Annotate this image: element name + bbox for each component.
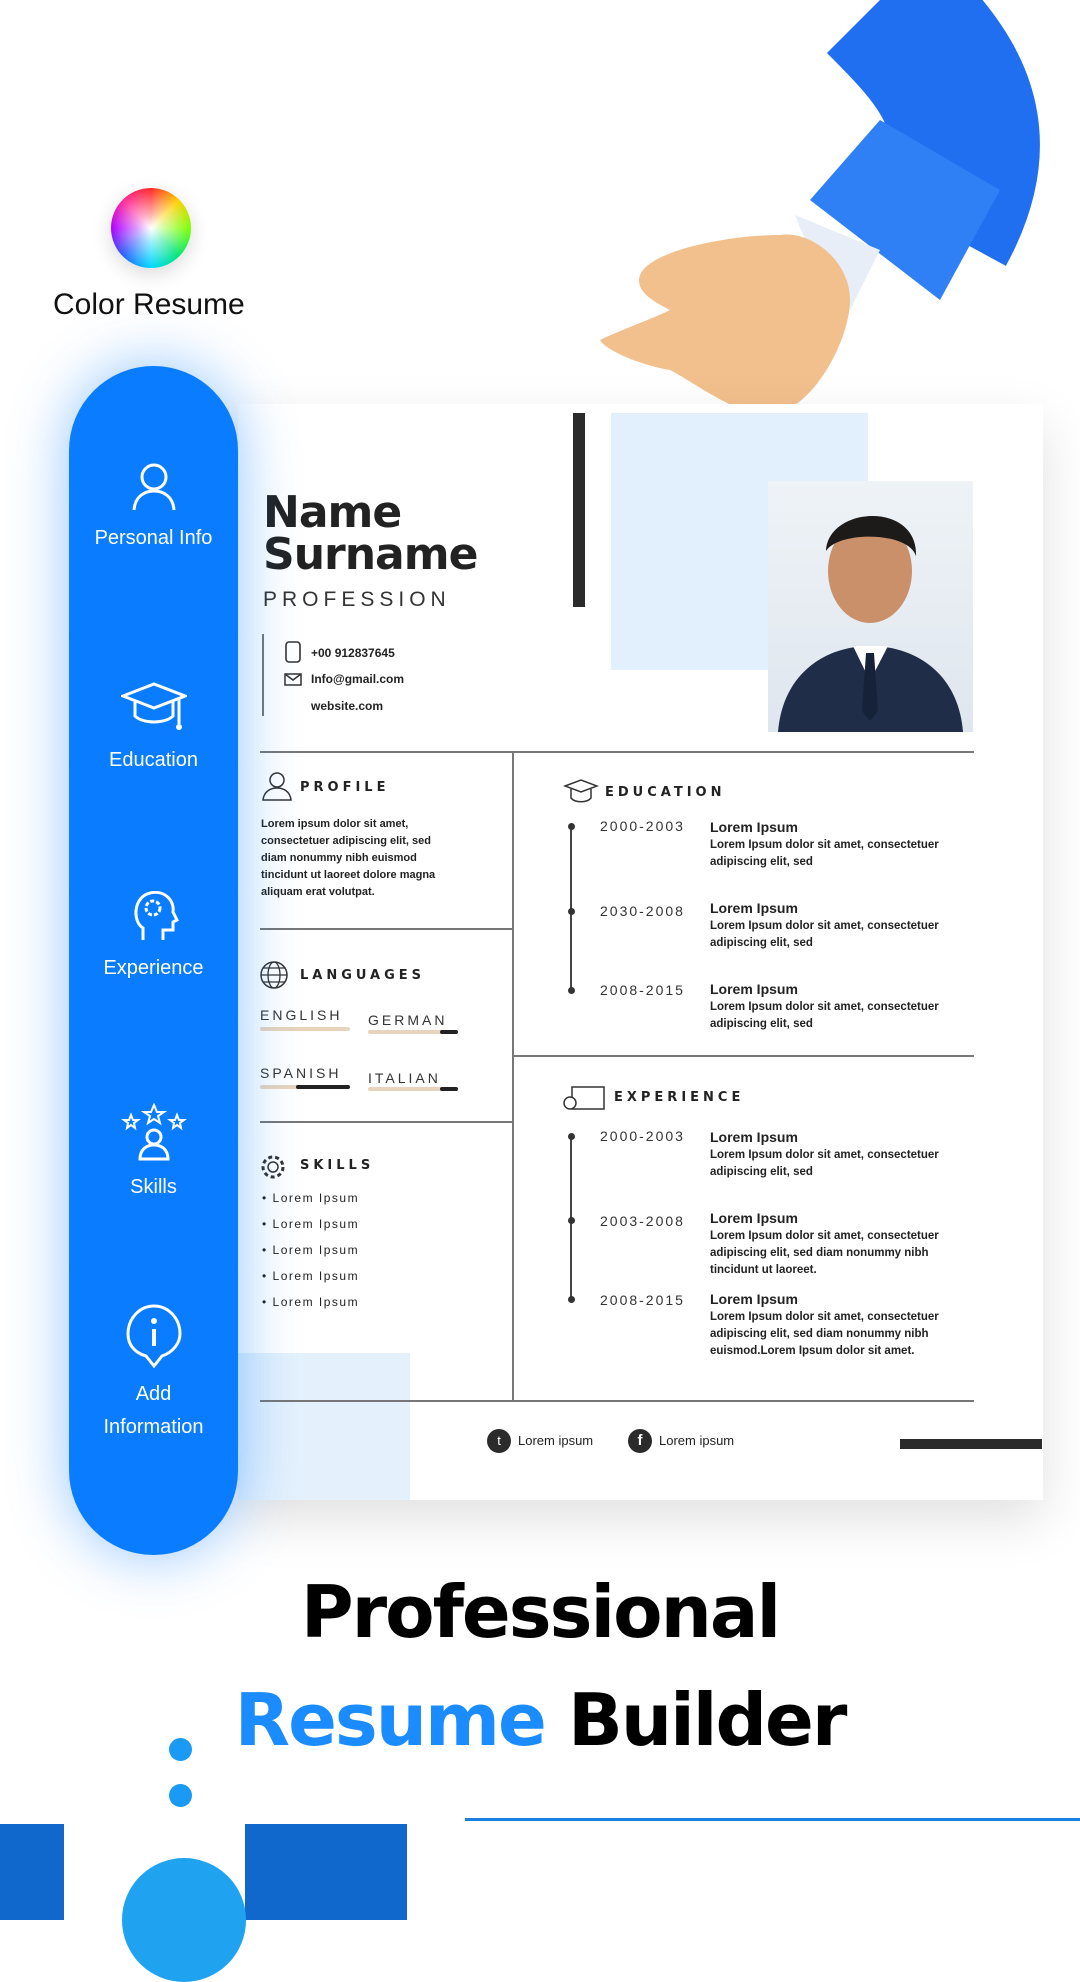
divider — [512, 1055, 974, 1057]
language-name: ITALIAN — [368, 1070, 441, 1086]
profile-icon — [261, 771, 293, 801]
decor-shape — [245, 1824, 407, 1920]
resume-profession: PROFESSION — [263, 588, 451, 611]
decor-circle — [122, 1858, 246, 1982]
twitter-icon[interactable]: t — [487, 1429, 511, 1453]
website-text: website.com — [311, 699, 384, 713]
experience-title: Lorem Ipsum — [710, 1129, 798, 1145]
skill-item: • Lorem Ipsum — [262, 1295, 360, 1309]
sidebar-item-education[interactable]: Education — [69, 680, 238, 777]
experience-desc: Lorem Ipsum dolor sit amet, consectetuer adipiscing elit, sed — [710, 1149, 939, 1178]
graduation-cap-icon — [563, 778, 599, 804]
color-wheel-icon[interactable] — [111, 188, 191, 268]
experience-desc: Lorem Ipsum dolor sit amet, consectetuer adipiscing elit, sed diam nonummy nibh euismod.Lorem Ipsum dolor sit amet. — [710, 1311, 939, 1357]
education-date: 2008-2015 — [600, 982, 685, 998]
skills-stars-icon — [121, 1103, 187, 1161]
experience-desc: Lorem Ipsum dolor sit amet, consectetuer adipiscing elit, sed diam nonummy nibh tincidunt ut laoreet. — [710, 1230, 939, 1276]
education-desc: Lorem Ipsum dolor sit amet, consectetuer adipiscing elit, sed — [710, 1001, 939, 1030]
profile-heading: PROFILE — [300, 780, 390, 795]
skill-item: • Lorem Ipsum — [262, 1269, 360, 1283]
divider — [260, 751, 974, 753]
divider — [260, 928, 512, 930]
language-bar — [368, 1087, 458, 1091]
language-bar — [260, 1027, 350, 1031]
divider — [512, 751, 514, 1400]
profile-photo[interactable] — [768, 481, 973, 732]
education-desc: Lorem Ipsum dolor sit amet, consectetuer adipiscing elit, sed — [710, 839, 939, 868]
languages-heading: LANGUAGES — [300, 968, 426, 983]
language-name: GERMAN — [368, 1012, 448, 1028]
experience-title: Lorem Ipsum — [710, 1210, 798, 1226]
sidebar-item-experience[interactable]: Experience — [69, 886, 238, 985]
globe-icon — [259, 960, 289, 990]
decor-bar — [573, 413, 585, 607]
profile-text: Lorem ipsum dolor sit amet, consectetuer adipiscing elit, sed diam nonummy nibh euismod tincidunt ut laoreet dolore magna aliquam erat volutpat. — [261, 818, 436, 898]
education-title: Lorem Ipsum — [710, 819, 798, 835]
gear-icon — [258, 1152, 288, 1182]
resume-name: Name Surname — [263, 487, 478, 580]
person-icon — [131, 462, 177, 512]
divider — [262, 634, 264, 716]
language-bar — [368, 1030, 458, 1034]
sidebar-item-personal-info[interactable]: Personal Info — [69, 462, 238, 555]
education-title: Lorem Ipsum — [710, 981, 798, 997]
headline-line2: Resume Builder — [234, 1678, 846, 1762]
experience-heading: EXPERIENCE — [614, 1090, 745, 1105]
email-icon — [284, 673, 302, 686]
experience-date: 2008-2015 — [600, 1292, 685, 1308]
twitter-text: Lorem ipsum — [518, 1433, 594, 1448]
education-date: 2000-2003 — [600, 818, 685, 834]
education-desc: Lorem Ipsum dolor sit amet, consectetuer adipiscing elit, sed — [710, 920, 939, 949]
skill-item: • Lorem Ipsum — [262, 1217, 360, 1231]
briefcase-icon — [562, 1083, 606, 1113]
skill-item: • Lorem Ipsum — [262, 1191, 360, 1205]
decor-square — [238, 1353, 410, 1500]
facebook-icon[interactable]: f — [628, 1429, 652, 1453]
phone-icon — [285, 641, 301, 663]
divider — [260, 1400, 974, 1402]
headline-line1: Professional — [300, 1570, 780, 1654]
pointing-hand-illustration — [580, 0, 1080, 430]
phone-text: +00 912837645 — [311, 646, 395, 660]
language-bar — [260, 1085, 350, 1089]
email-text: Info@gmail.com — [311, 672, 405, 686]
experience-date: 2003-2008 — [600, 1213, 685, 1229]
decor-dot — [169, 1784, 192, 1807]
decor-line — [465, 1818, 1080, 1821]
experience-title: Lorem Ipsum — [710, 1291, 798, 1307]
sidebar-item-add-information[interactable]: Add Information — [69, 1304, 238, 1444]
language-name: SPANISH — [260, 1065, 342, 1081]
decor-dot — [169, 1738, 192, 1761]
info-pin-icon — [126, 1304, 182, 1368]
experience-date: 2000-2003 — [600, 1128, 685, 1144]
language-name: ENGLISH — [260, 1007, 343, 1023]
sidebar — [69, 366, 238, 1555]
education-date: 2030-2008 — [600, 903, 685, 919]
skills-list — [262, 1185, 359, 1315]
decor-shape — [0, 1824, 64, 1920]
color-resume-label: Color Resume — [53, 288, 245, 321]
education-title: Lorem Ipsum — [710, 900, 798, 916]
decor-bar — [900, 1439, 1042, 1449]
sidebar-item-skills[interactable]: Skills — [69, 1103, 238, 1204]
graduation-cap-icon — [121, 680, 187, 734]
facebook-text: Lorem ipsum — [659, 1433, 735, 1448]
head-gear-icon — [129, 886, 179, 942]
skill-item: • Lorem Ipsum — [262, 1243, 360, 1257]
divider — [260, 1121, 512, 1123]
education-heading: EDUCATION — [605, 785, 726, 800]
skills-heading: SKILLS — [300, 1158, 375, 1173]
